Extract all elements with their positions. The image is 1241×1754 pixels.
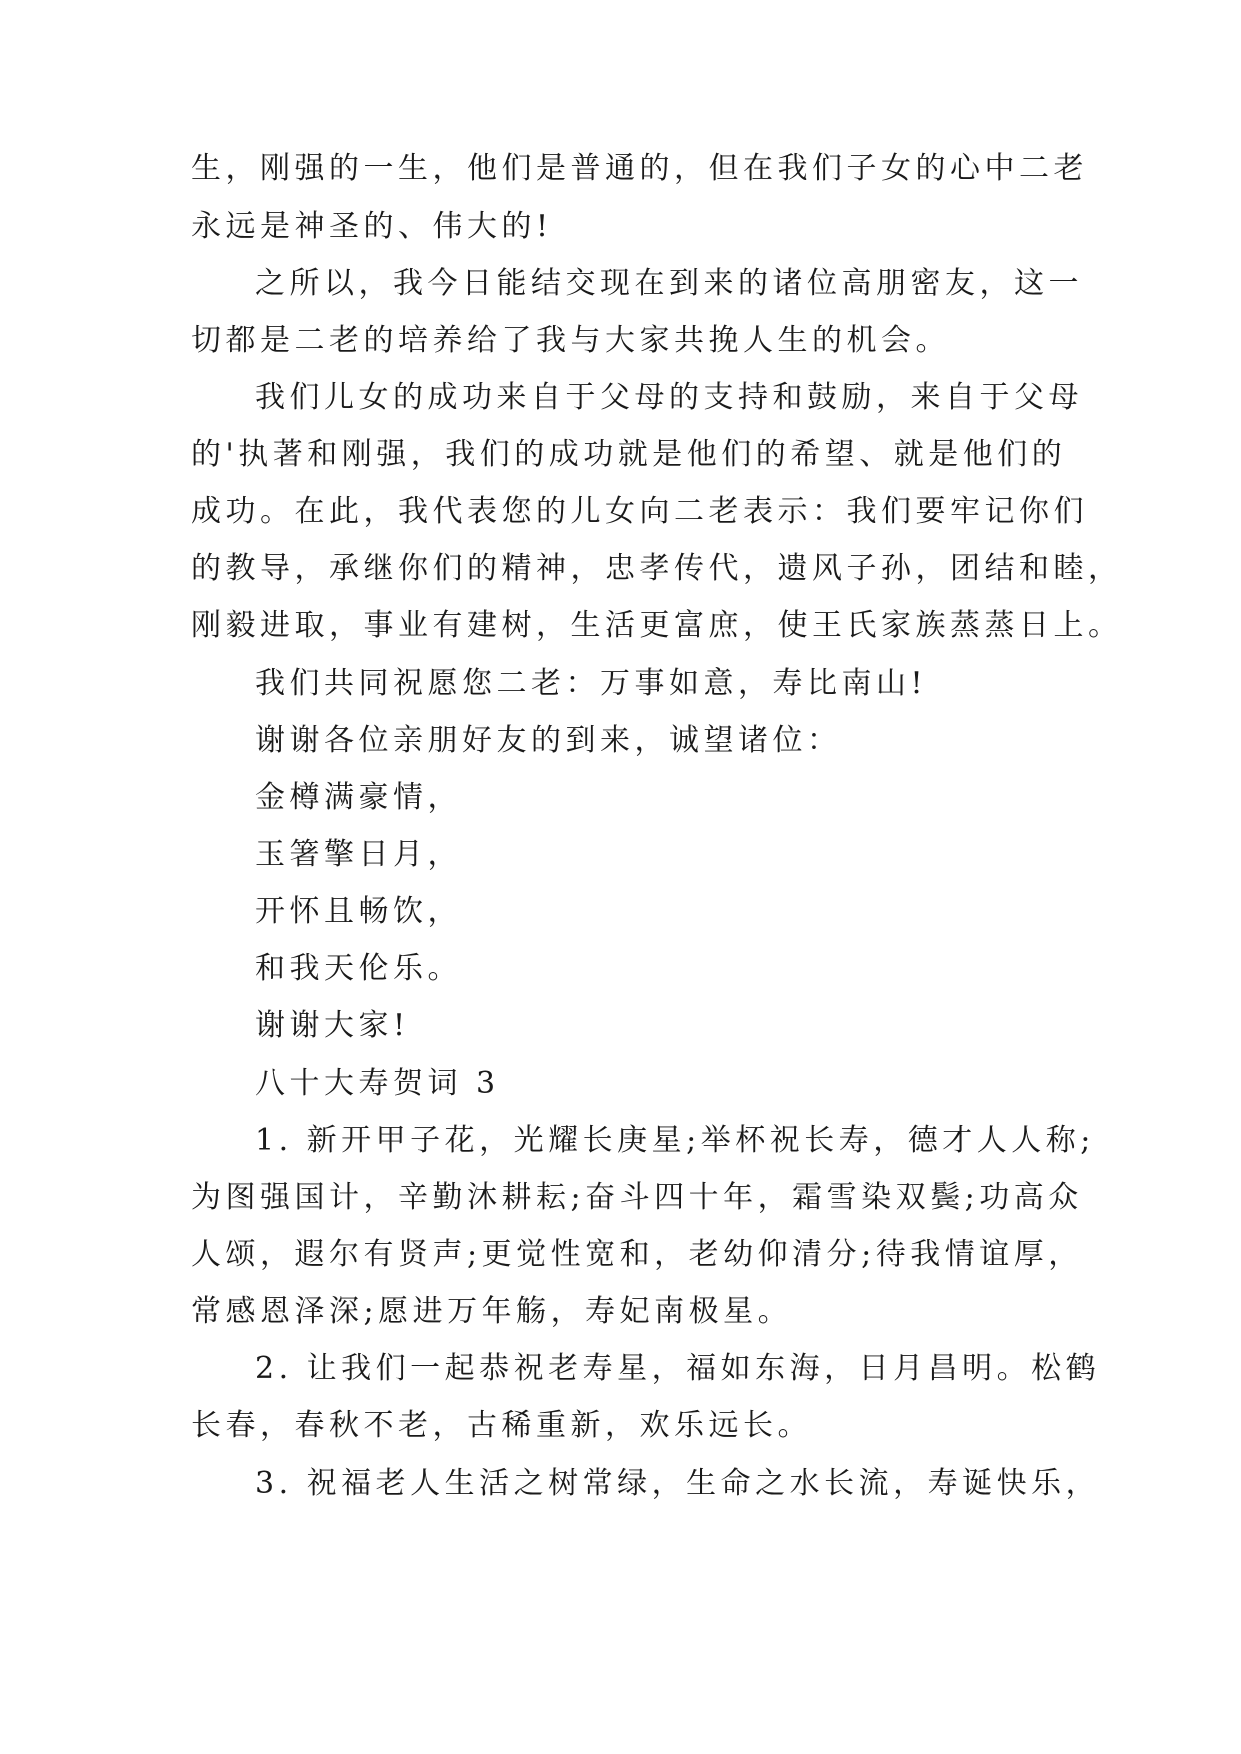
text-line: 的教导，承继你们的精神，忠孝传代，遗风子孙，团结和睦，: [191, 551, 1123, 586]
text-line: 人颂，遐尔有贤声;更觉性宽和，老幼仰清分;待我情谊厚，: [191, 1237, 1083, 1272]
text-line: 长春，春秋不老，古稀重新，欢乐远长。: [191, 1408, 812, 1443]
text-line: 成功。在此，我代表您的儿女向二老表示：我们要牢记你们: [191, 494, 1088, 529]
text-line: 永远是神圣的、伟大的!: [191, 209, 553, 244]
text-line: 切都是二老的培养给了我与大家共挽人生的机会。: [191, 323, 950, 358]
text-line: 我们儿女的成功来自于父母的支持和鼓励，来自于父母: [255, 380, 1083, 415]
text-line: 和我天伦乐。: [255, 951, 462, 986]
text-line: 为图强国计，辛勤沐耕耘;奋斗四十年，霜雪染双鬓;功高众: [191, 1180, 1083, 1215]
text-line: 金樽满豪情，: [255, 780, 462, 815]
text-line: 谢谢各位亲朋好友的到来，诚望诸位：: [255, 723, 842, 758]
section-heading: 八十大寿贺词 3: [255, 1066, 500, 1101]
text-line: 玉箸擎日月，: [255, 837, 462, 872]
text-line: 谢谢大家!: [255, 1008, 410, 1043]
text-line: 我们共同祝愿您二老：万事如意，寿比南山!: [255, 666, 928, 701]
text-line: 之所以，我今日能结交现在到来的诸位高朋密友，这一: [255, 266, 1083, 301]
text-line: 的'执著和刚强，我们的成功就是他们的希望、就是他们的: [191, 437, 1067, 472]
text-line: 2. 让我们一起恭祝老寿星，福如东海，日月昌明。松鹤: [255, 1351, 1101, 1386]
text-line: 3. 祝福老人生活之树常绿，生命之水长流，寿诞快乐，: [255, 1466, 1101, 1501]
text-line: 生，刚强的一生，他们是普通的，但在我们子女的心中二老: [191, 151, 1088, 186]
text-line: 常感恩泽深;愿进万年觞，寿妃南极星。: [191, 1294, 793, 1329]
text-line: 1. 新开甲子花，光耀长庚星;举杯祝长寿，德才人人称;: [255, 1123, 1095, 1158]
text-line: 刚毅进取，事业有建树，生活更富庶，使王氏家族蒸蒸日上。: [191, 608, 1123, 643]
text-line: 开怀且畅饮，: [255, 894, 462, 929]
